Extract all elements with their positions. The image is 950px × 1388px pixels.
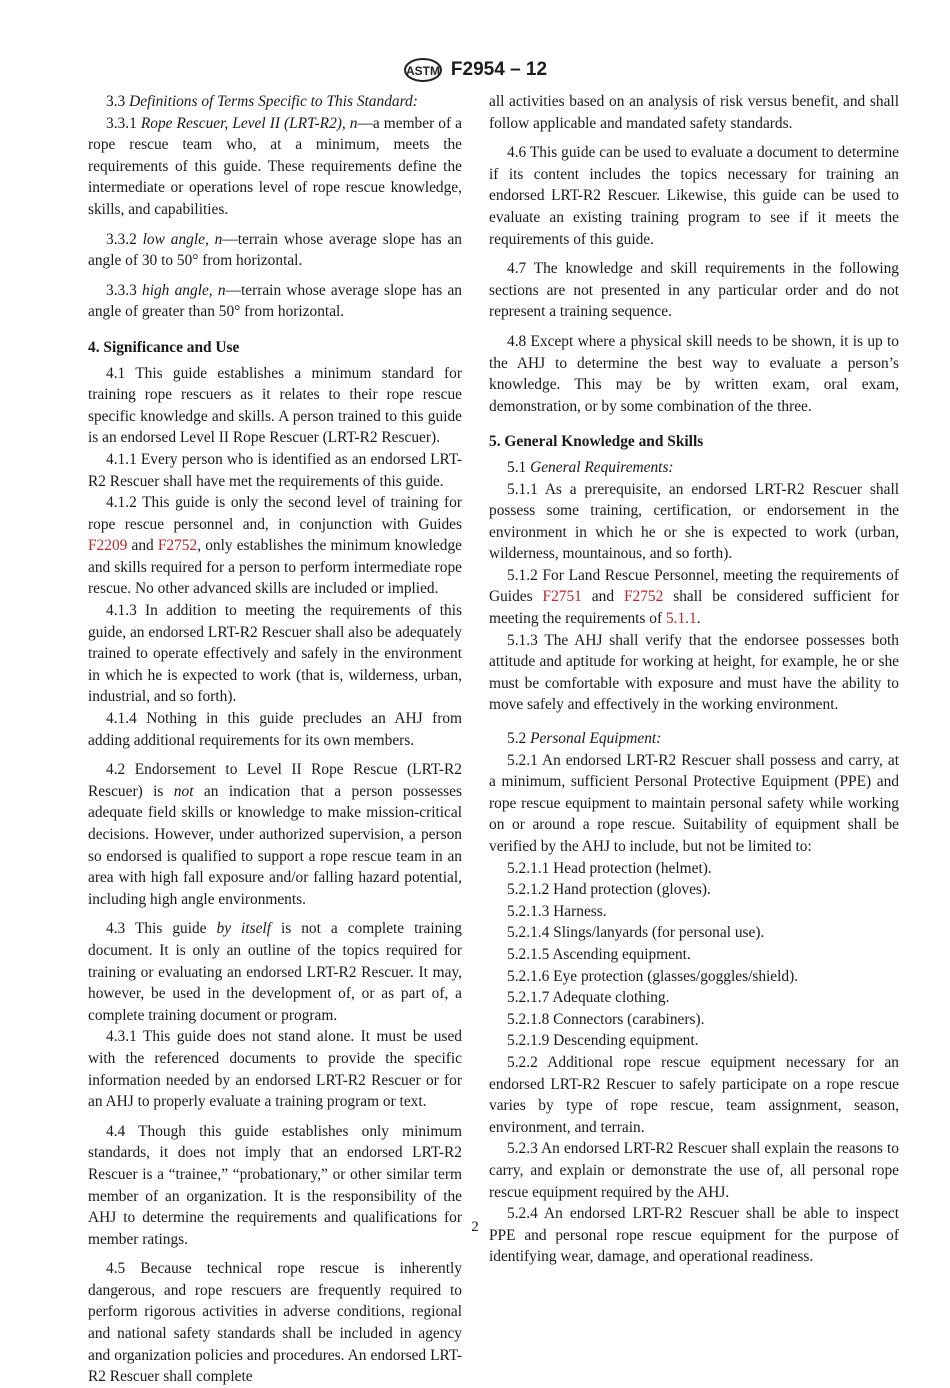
text: 5.2.1.7 Adequate clothing.	[507, 989, 670, 1007]
reference-link[interactable]: F2752	[623, 588, 664, 606]
text: 4.2 Endorsement to Level II Rope Rescue (LRT-R2 Rescuer) is	[88, 761, 462, 800]
paragraph	[489, 1009, 899, 1031]
paragraph	[489, 922, 899, 944]
text: 4.8 Except where a physical skill needs to be shown, it is up to the AHJ to determine the best way to evaluate a person’s knowledge. This may be by written exam, oral exam, demonstration, or by some combination of the three.	[489, 332, 899, 415]
paragraph	[489, 565, 899, 630]
italic-text: Definitions of Terms Specific to This Standard:	[129, 93, 418, 110]
italic-text: low angle, n	[142, 230, 223, 248]
paragraph	[489, 901, 899, 923]
text: 5.1	[507, 458, 531, 476]
text: 4. Significance and Use	[88, 338, 240, 356]
text: 5.2.1.9 Descending equipment.	[507, 1032, 699, 1050]
text: 4.7 The knowledge and skill requirements in the following sections are not presented in any particular order and do not represent a training sequence.	[489, 260, 899, 321]
text: 4.6 This guide can be used to evaluate a document to determine if its content includes the topics necessary for training an endorsed LRT-R2 Rescuer. Likewise, this guide can be used to evaluate an existing training program to see if it meets the requirements of this guide.	[489, 144, 899, 248]
paragraph	[489, 1030, 899, 1052]
paragraph	[489, 966, 899, 988]
text: 3.3.3	[106, 281, 143, 299]
paragraph	[489, 142, 899, 250]
text: 5.2.1.8 Connectors (carabiners).	[507, 1010, 705, 1028]
text: 3.3	[106, 93, 130, 110]
paragraph	[489, 728, 899, 750]
text: 5.2.4 An endorsed LRT-R2 Rescuer shall be able to inspect PPE and personal rope rescue equipment for the purpose of identifying wear, damage, and operational readiness.	[489, 1205, 899, 1266]
italic-text: high angle, n	[142, 281, 226, 299]
paragraph	[489, 91, 899, 134]
section-heading	[489, 431, 899, 453]
paragraph	[489, 630, 899, 716]
italic-text: not	[173, 782, 194, 800]
svg-text:ASTM: ASTM	[405, 64, 440, 78]
text: 4.1.3 In addition to meeting the requirements of this guide, an endorsed LRT-R2 Rescuer shall also be adequately trained to operate effectively and safely in the environment in which he is expected to work (that is, wilderness, urban, industrial, and so forth).	[88, 602, 462, 706]
paragraph	[88, 600, 462, 708]
text: .	[696, 610, 701, 628]
text: 5.2.1 An endorsed LRT-R2 Rescuer shall possess and carry, at a minimum, sufficient Personal Protective Equipment (PPE) and rope rescue equipment to maintain personal safety while working on or around a rope rescue. Suitability of equipment shall be verified by the AHJ to include, but not be limited to:	[489, 751, 899, 855]
text: —terrain whose average slope has an angle of greater than 50° from horizontal.	[88, 281, 463, 321]
text: 5.2.1.6 Eye protection (glasses/goggles/shield).	[507, 967, 799, 985]
paragraph	[489, 258, 899, 323]
reference-link[interactable]: F2752	[157, 537, 198, 555]
reference-link[interactable]: F2751	[542, 588, 582, 606]
text: 4.1.4 Nothing in this guide precludes an AHJ from adding additional requirements for its own members.	[88, 710, 462, 749]
paragraph	[88, 449, 462, 492]
text: 5.1.3 The AHJ shall verify that the endorsee possesses both attitude and aptitude for working at height, for example, he or she must be comfortable with exposure and must have the ability to move safely and effectively in the working environment.	[489, 631, 899, 714]
text: and	[127, 537, 158, 555]
text: 4.5 Because technical rope rescue is inherently dangerous, and rope rescuers are frequently required to perform rigorous activities in adverse conditions, regional and national safety standards shall be included in agency and organization policies and procedures. An endorsed LRT-R2 Rescuer shall complete	[88, 1260, 462, 1386]
paragraph	[88, 918, 462, 1026]
text: 4.3 This guide	[106, 920, 217, 938]
text: 3.3.2	[106, 230, 143, 248]
paragraph	[88, 492, 462, 600]
page-number: 2	[471, 1219, 479, 1235]
paragraph	[88, 363, 462, 449]
text: 5.2.1.5 Ascending equipment.	[507, 945, 691, 963]
text: 5.2.1.4 Slings/lanyards (for personal use).	[507, 924, 765, 942]
paragraph	[88, 229, 462, 272]
paragraph	[489, 858, 899, 880]
text: 5.1.1 As a prerequisite, an endorsed LRT-R2 Rescuer shall possess some training, certification, or endorsement in the environment in which he or she is expected to work (urban, wilderness, mountainous, and so forth).	[489, 480, 899, 563]
text: 5.2	[507, 730, 531, 748]
text: 4.1 This guide establishes a minimum standard for training rope rescuers as it relates to their rope rescue specific knowledge and skills. A person trained to this guide is an endorsed Level II Rope Rescuer (LRT-R2 Rescuer).	[88, 364, 462, 447]
italic-text: Personal Equipment:	[530, 730, 662, 748]
reference-link[interactable]: F2209	[88, 537, 128, 555]
italic-text: General Requirements:	[530, 458, 674, 476]
paragraph	[489, 1138, 899, 1203]
paragraph	[489, 944, 899, 966]
text: 4.1.1 Every person who is identified as an endorsed LRT-R2 Rescuer shall have met the requirements of this guide.	[88, 450, 462, 490]
text: all activities based on an analysis of risk versus benefit, and shall follow applicable and mandated safety standards.	[489, 93, 899, 132]
paragraph	[489, 1052, 899, 1138]
left-column	[88, 91, 462, 1388]
italic-text: by itself	[216, 920, 271, 938]
paragraph	[88, 1026, 462, 1112]
paragraph	[88, 1258, 462, 1388]
paragraph	[489, 879, 899, 901]
text: 4.1.2 This guide is only the second level of training for rope rescue personnel and, in conjunction with Guides	[88, 494, 462, 533]
paragraph	[88, 113, 462, 221]
document-id: F2954 – 12	[450, 59, 548, 80]
text: 5.2.2 Additional rope rescue equipment necessary for an endorsed LRT-R2 Rescuer to safely participate on a rope rescue varies by type of rope rescue, team assignment, season, environment, and terrain.	[489, 1053, 899, 1136]
text: 4.4 Though this guide establishes only minimum standards, it does not imply that an endorsed LRT-R2 Rescuer is a “trainee,” “probationary,” or other similar term member of an organization. It is the responsibility of the AHJ to determine the requirements and qualifications for member ratings.	[88, 1122, 462, 1248]
text: 3.3.1	[106, 114, 141, 132]
page-header	[0, 56, 950, 84]
italic-text: Rope Rescuer, Level II (LRT-R2), n	[140, 114, 358, 132]
paragraph	[489, 457, 899, 479]
paragraph	[88, 759, 462, 910]
paragraph	[88, 708, 462, 751]
text: 5.1.2 For Land Rescue Personnel, meeting the requirements of Guides	[489, 566, 899, 606]
text: and	[581, 588, 624, 606]
paragraph	[88, 280, 462, 323]
text: 5.2.3 An endorsed LRT-R2 Rescuer shall explain the reasons to carry, and explain or demonstrate the use of, all personal rope rescue equipment required by the AHJ.	[489, 1140, 899, 1201]
text: —a member of a rope rescue team who, at a minimum, meets the requirements of this guide. These requirements define the intermediate or operations level of rope rescue knowledge, skills, and capabilities.	[88, 114, 462, 218]
paragraph	[489, 331, 899, 417]
text: , only establishes the minimum knowledge and skills required for a person to perform intermediate rope rescue. No other advanced skills are included or implied.	[88, 537, 462, 598]
paragraph	[489, 987, 899, 1009]
paragraph	[489, 750, 899, 858]
reference-link[interactable]: 5.1.1	[665, 610, 697, 628]
paragraph	[88, 91, 462, 113]
text: —terrain whose average slope has an angle of 30 to 50° from horizontal.	[88, 230, 463, 270]
text: 5.2.1.1 Head protection (helmet).	[507, 859, 712, 877]
section-heading	[88, 337, 462, 359]
astm-logo-icon	[403, 56, 443, 84]
paragraph	[489, 479, 899, 565]
text: an indication that a person possesses adequate field skills or knowledge to make mission-critical decisions. However, under authorized supervision, a person so endorsed is qualified to support a rope rescue team in an area with high fall exposure and/or falling hazard potential, including high angle environments.	[88, 782, 462, 908]
right-column	[489, 91, 899, 1268]
text: 5. General Knowledge and Skills	[489, 433, 704, 451]
text: 5.2.1.3 Harness.	[507, 902, 607, 920]
text: is not a complete training document. It is only an outline of the topics required for training or evaluating an endorsed LRT-R2 Rescuer. It may, however, be used in the development of, or as part of, a complete training document or program.	[88, 920, 462, 1024]
text: 4.3.1 This guide does not stand alone. It must be used with the referenced documents to provide the specific information needed by an endorsed LRT-R2 Rescuer or for an AHJ to properly evaluate a training program or text.	[88, 1028, 462, 1111]
text: shall be considered sufficient for meeting the requirements of	[489, 588, 899, 628]
text: 5.2.1.2 Hand protection (gloves).	[507, 881, 711, 899]
